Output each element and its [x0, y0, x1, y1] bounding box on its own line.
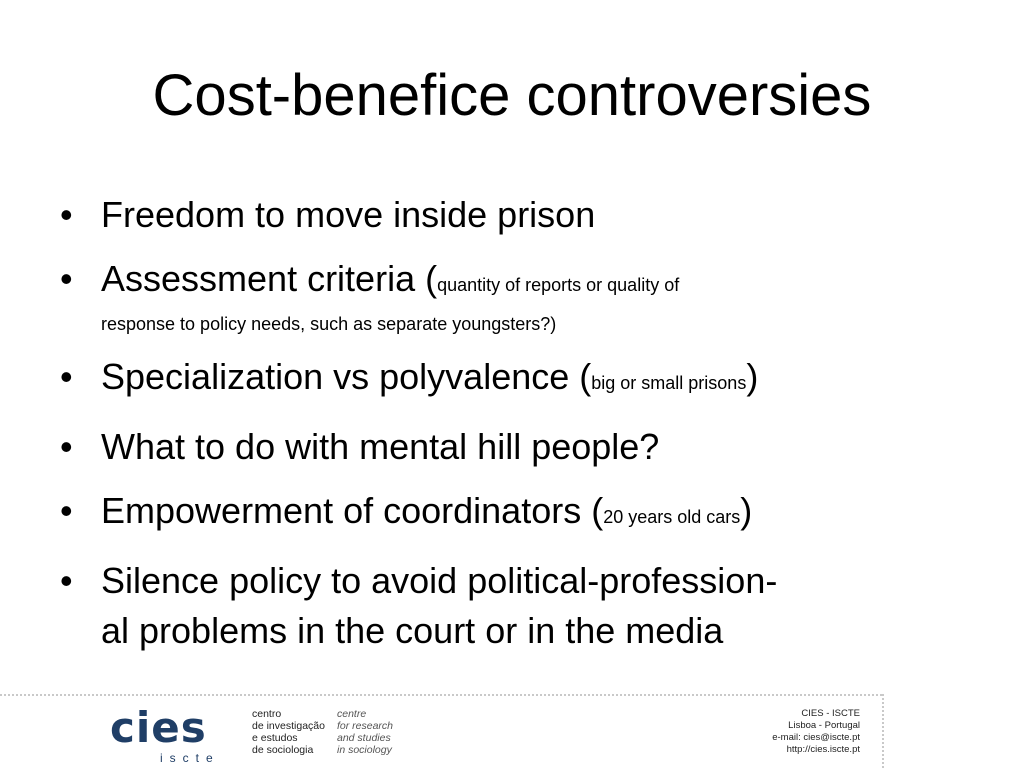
contact-url: http://cies.iscte.pt [786, 744, 860, 755]
logo-caption-line: centre [337, 708, 367, 720]
logo-caption-english [337, 708, 427, 756]
logo-caption-line: in sociology [337, 744, 392, 756]
logo-caption-line: e estudos [252, 732, 298, 744]
bullet-item [60, 352, 980, 408]
bullet-item [60, 254, 980, 338]
bullet-close-paren: ) [746, 356, 759, 397]
logo-caption-portuguese [252, 708, 342, 756]
bullet-item [60, 190, 980, 240]
bullet-note: 20 years old cars [603, 507, 741, 527]
logo-caption-line: and studies [337, 732, 391, 744]
bullet-note: big or small prisons [591, 373, 747, 393]
bullet-text: Silence policy to avoid political-profession- [101, 560, 778, 601]
bullet-item [60, 556, 980, 656]
logo-caption-line: for research [337, 720, 394, 732]
bullet-glyph: • [60, 258, 73, 299]
logo-caption-line: de investigação [252, 720, 325, 732]
bullet-close-paren: ) [740, 490, 753, 531]
slide-title: Cost-benefice controversies [152, 63, 872, 128]
bullet-glyph: • [60, 194, 73, 235]
contact-location: Lisboa - Portugal [788, 720, 860, 731]
bullet-text: What to do with mental hill people? [101, 426, 660, 467]
contact-email: e-mail: cies@iscte.pt [772, 732, 860, 743]
bullet-note-continued: response to policy needs, such as separate youngsters?) [101, 314, 557, 334]
logo-caption-line: de sociologia [252, 744, 314, 756]
bullet-glyph: • [60, 490, 73, 531]
bullet-item [60, 486, 980, 542]
bullet-glyph: • [60, 560, 73, 601]
bullet-text: Freedom to move inside prison [101, 194, 596, 235]
footer-divider [0, 694, 882, 696]
bullet-item [60, 422, 980, 472]
bullet-text: Empowerment of coordinators ( [101, 490, 604, 531]
bullet-note: quantity of reports or quality of [437, 275, 680, 295]
bullet-text: Specialization vs polyvalence ( [101, 356, 592, 397]
logo-caption-line: centro [252, 708, 282, 720]
bullet-glyph: • [60, 356, 73, 397]
footer-vertical-divider [882, 694, 884, 768]
bullet-list [60, 190, 980, 670]
bullet-text: Assessment criteria ( [101, 258, 438, 299]
slide-footer [0, 694, 1024, 768]
bullet-glyph: • [60, 426, 73, 467]
bullet-text-continued: al problems in the court or in the media [101, 610, 724, 651]
contact-block [772, 708, 860, 756]
iscte-logo-text: iscte [160, 751, 220, 765]
cies-logo: cies [110, 703, 207, 752]
contact-org: CIES - ISCTE [801, 708, 860, 719]
